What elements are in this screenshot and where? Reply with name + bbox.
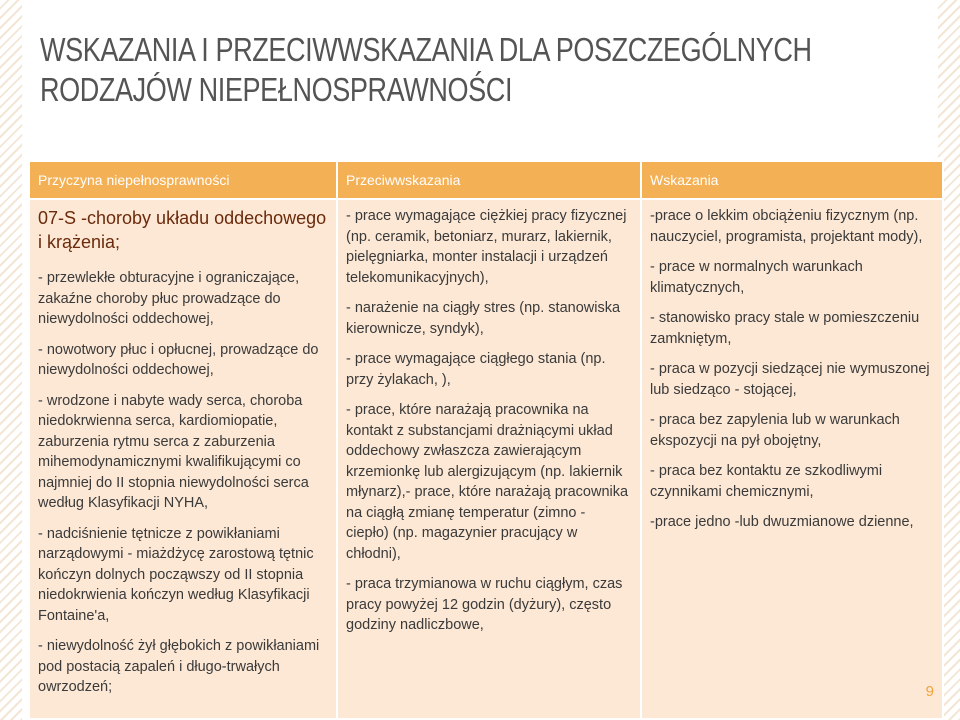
- cell-cause: [30, 200, 336, 718]
- table-header-row: [30, 162, 942, 198]
- header-indications: Wskazania: [642, 162, 942, 198]
- header-cause: Przyczyna niepełnosprawności: [30, 162, 336, 198]
- contraindication-item: - prace wymagające ciągłego stania (np. przy żylakach, ),: [346, 351, 606, 388]
- indication-item: - praca bez zapylenia lub w warunkach ekspozycji na pył obojętny,: [650, 412, 900, 449]
- contraindication-item: - prace wymagające ciężkiej pracy fizycznej (np. ceramik, betoniarz, murarz, lakiernik, pielęgniarka, monter instalacji i urządzeń telekomunikacyjnych),: [346, 208, 627, 286]
- cause-item: - przewlekłe obturacyjne i ograniczające, zakaźne choroby płuc prowadzące do niewydolności oddechowej,: [38, 270, 300, 327]
- indication-item: -prace jedno -lub dwuzmianowe dzienne,: [650, 514, 914, 530]
- table-row: [30, 200, 942, 718]
- header-contraindications: Przeciwwskazania: [338, 162, 640, 198]
- cell-indications: [642, 200, 942, 718]
- decorative-stripes-left: [0, 0, 22, 720]
- cause-item: - nadciśnienie tętnicze z powikłaniami narządowymi - miażdżycę zarostową tętnic kończyn dolnych począwszy od II stopnia niedokrwienia kończyn według Klasyfikacji Fontaine'a,: [38, 525, 314, 624]
- contraindication-item: - prace, które narażają pracownika na kontakt z substancjami drażniącymi układ oddechowy zwłaszcza zawierającym krzemionkę lub alergizującym (np. lakiernik młynarz),- prace, które narażają pracownika na ciągłą zmianę temperatur (zimno - ciepło) (np. magazynier pracujący w chłodni),: [346, 402, 629, 562]
- cell-contraindications: [338, 200, 640, 718]
- indication-item: - stanowisko pracy stale w pomieszczeniu zamkniętym,: [650, 310, 920, 347]
- slide-title-line-1: WSKAZANIA I PRZECIWWSKAZANIA DLA POSZCZEGÓLNYCH: [40, 31, 812, 68]
- slide-title: [40, 30, 812, 110]
- contraindication-item: - narażenie na ciągły stres (np. stanowiska kierownicze, syndyk),: [346, 300, 621, 337]
- slide-title-line-2: RODZAJÓW NIEPEŁNOSPRAWNOŚCI: [40, 71, 513, 108]
- contraindication-item: - praca trzymianowa w ruchu ciągłym, czas pracy powyżej 12 godzin (dyżury), często godziny nadliczbowe,: [346, 576, 623, 633]
- page-number: 9: [925, 683, 934, 700]
- cause-item: - nowotwory płuc i opłucnej, prowadzące do niewydolności oddechowej,: [38, 341, 319, 378]
- cause-item: - wrodzone i nabyte wady serca, choroba niedokrwienna serca, kardiomiopatie, zaburzenia rytmu serca z zaburzenia mihemodynamicznymi kwalifikującymi co najmniej do II stopnia niewydolności serca według Klasyfikacji NYHA,: [38, 392, 309, 511]
- indication-item: - prace w normalnych warunkach klimatycznych,: [650, 259, 863, 296]
- disability-table: [28, 160, 944, 720]
- cause-item: - niewydolność żył głębokich z powikłaniami pod postacią zapaleń i długo-trwałych owrzodzeń;: [38, 638, 320, 695]
- cause-heading: 07-S -choroby układu oddechowego i krążenia;: [38, 208, 327, 252]
- indication-item: - praca w pozycji siedzącej nie wymuszonej lub siedząco - stojącej,: [650, 361, 930, 398]
- indication-item: - praca bez kontaktu ze szkodliwymi czynnikami chemicznymi,: [650, 463, 883, 500]
- indication-item: -prace o lekkim obciążeniu fizycznym (np. nauczyciel, programista, projektant mody),: [650, 208, 923, 245]
